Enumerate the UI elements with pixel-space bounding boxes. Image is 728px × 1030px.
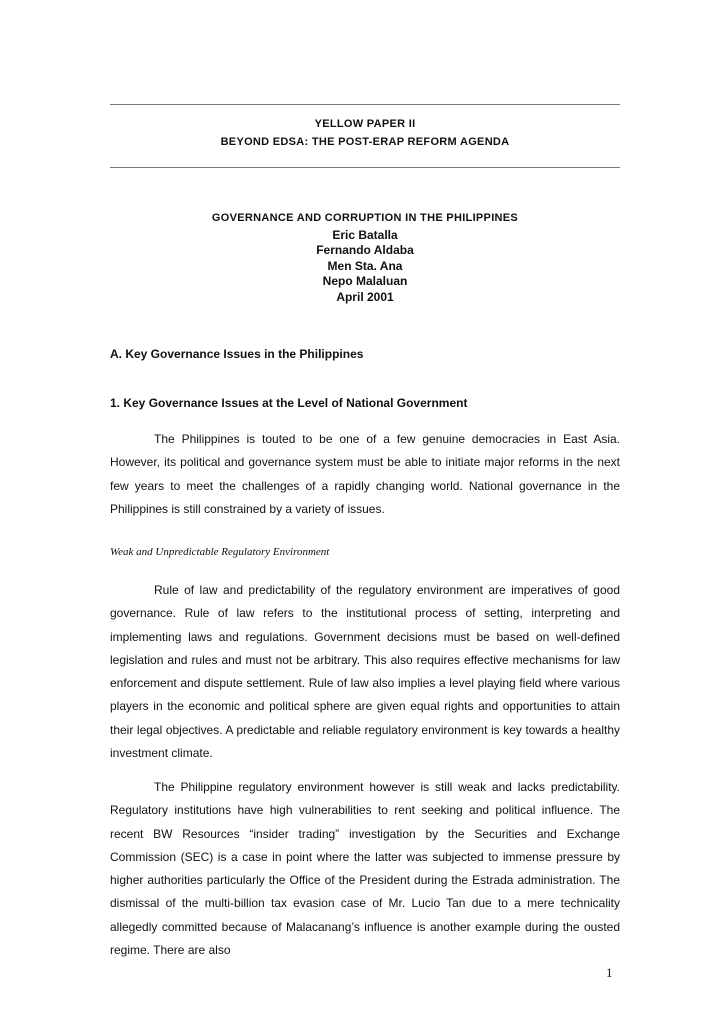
paper-title: GOVERNANCE AND CORRUPTION IN THE PHILIPPINES (211, 212, 519, 224)
section-a-heading: A. Key Governance Issues in the Philippines (110, 347, 364, 361)
subheading-regulatory: Weak and Unpredictable Regulatory Environment (110, 546, 330, 558)
paragraph-2 (110, 579, 620, 765)
series-title: YELLOW PAPER II (314, 118, 416, 130)
paper-date: April 2001 (336, 290, 394, 304)
author-3: Men Sta. Ana (327, 259, 403, 273)
series-subtitle: BEYOND EDSA: THE POST-ERAP REFORM AGENDA (220, 136, 510, 148)
page-number: 1 (606, 965, 613, 980)
paragraph-1-text: The Philippines is touted to be one of a few genuine democracies in East Asia. However, its political and governance system must be able to initiate major reforms in the next few years to meet the challenges of a rapidly changing world. National governance in the Philippines is still constrained by a variety of issues. (110, 432, 620, 516)
author-1: Eric Batalla (332, 228, 398, 242)
bottom-rule (110, 167, 620, 168)
author-4: Nepo Malaluan (322, 274, 408, 288)
paragraph-2-text: Rule of law and predictability of the regulatory environment are imperatives of good governance. Rule of law refers to the institutional process of setting, interpreting and implementing laws and regulations. Government decisions must be based on well-defined legislation and rules and must not be arbitrary. This also requires effective mechanisms for law enforcement and dispute settlement. Rule of law also implies a level playing field where various players in the economic and political sphere are given equal rights and opportunities to attain their legal objectives. A predictable and reliable regulatory environment is key towards a healthy investment climate. (110, 583, 620, 761)
section-1-heading: 1. Key Governance Issues at the Level of National Government (110, 396, 468, 410)
paragraph-3-text: The Philippine regulatory environment however is still weak and lacks predictability. Regulatory institutions have high vulnerabilities to rent seeking and political influence. The recent BW Resources “insider trading” investigation by the Securities and Exchange Commission (SEC) is a case in point where the latter was subjected to immense pressure by higher authorities particularly the Office of the President during the Estrada administration. The dismissal of the multi-billion tax evasion case of Mr. Lucio Tan due to a mere technicality allegedly committed because of Malacanang’s influence is another example during the ousted regime. There are also (110, 780, 620, 958)
author-2: Fernando Aldaba (316, 243, 414, 257)
paragraph-3 (110, 776, 620, 962)
paragraph-1 (110, 428, 620, 521)
top-rule (110, 104, 620, 105)
